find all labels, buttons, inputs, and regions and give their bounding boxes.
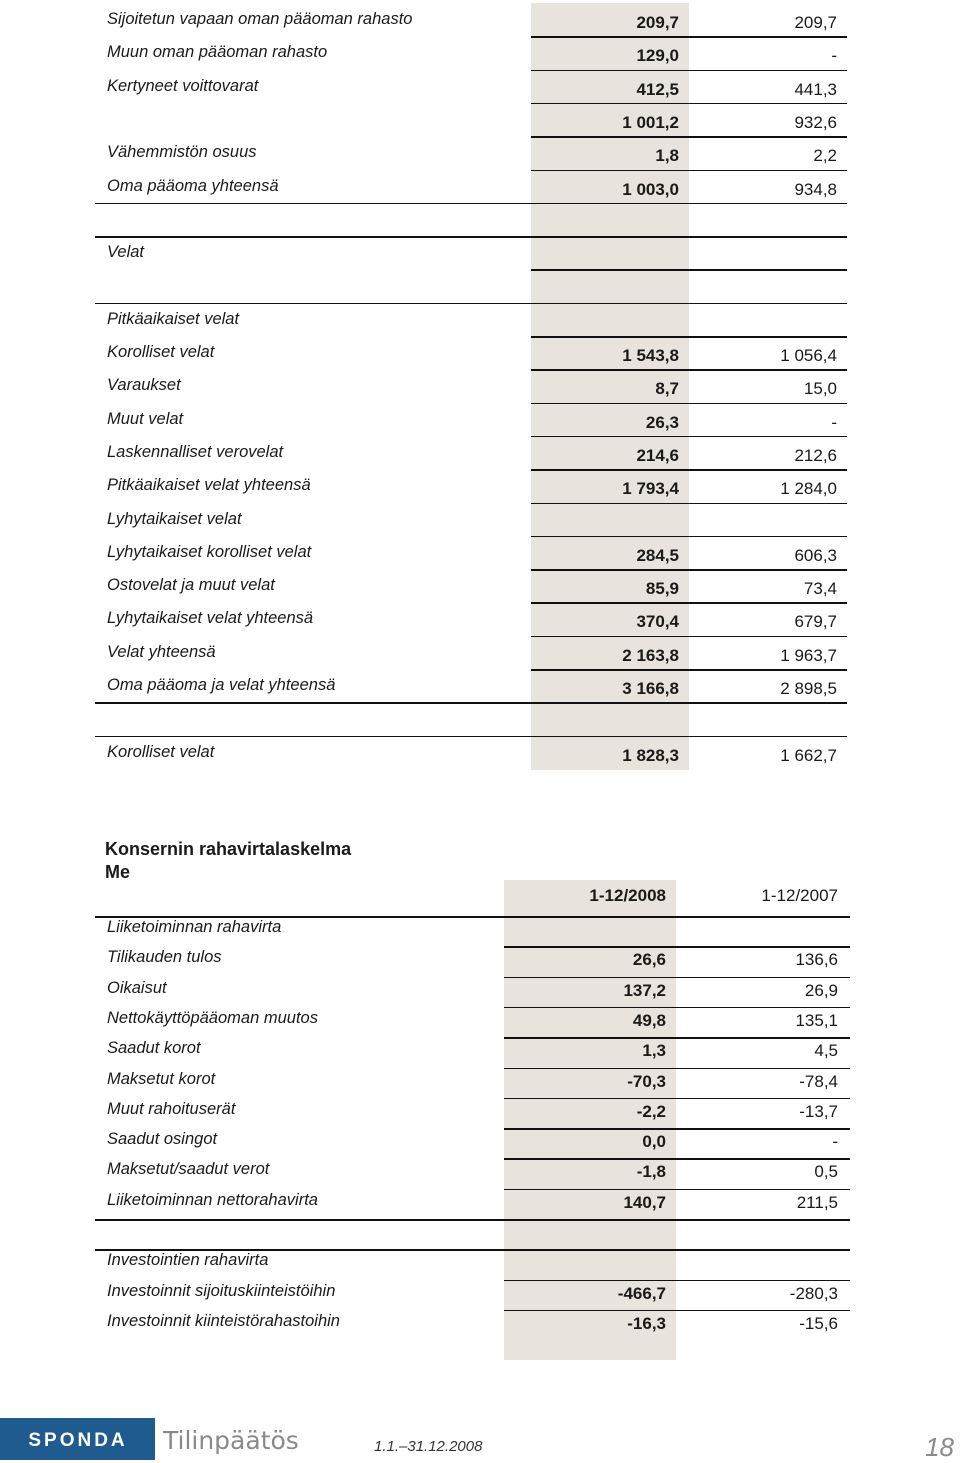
value-2007: 4,5 (814, 1041, 838, 1061)
value-2007: 1 662,7 (780, 745, 837, 765)
row-label: Muut rahoituserät (107, 1099, 236, 1118)
row-label: Vähemmistön osuus (107, 143, 257, 162)
row-divider (95, 1249, 850, 1251)
row-label: Korolliset velat (107, 742, 215, 761)
table-row (95, 403, 847, 436)
value-2007: - (831, 412, 837, 432)
value-2008: 209,7 (636, 13, 679, 32)
document-title: Tilinpäätös (163, 1426, 299, 1455)
table-row (95, 736, 847, 769)
value-2007: 0,5 (814, 1162, 838, 1182)
value-2008: 26,3 (645, 412, 679, 432)
value-2008: 1 543,8 (622, 346, 679, 365)
value-2008: 1,3 (642, 1041, 666, 1061)
value-2007: 26,9 (804, 980, 838, 1000)
table-row (95, 1219, 850, 1249)
row-label: Saadut korot (107, 1039, 201, 1058)
value-2008: 1 001,2 (622, 112, 679, 132)
row-label: Pitkäaikaiset velat (107, 309, 240, 328)
value-2008: 0,0 (642, 1132, 666, 1152)
row-label: Kertyneet voittovarat (107, 76, 259, 95)
value-2007: 441,3 (794, 79, 837, 99)
row-divider (531, 569, 847, 571)
row-divider (531, 436, 847, 438)
reporting-period: 1.1.–31.12.2008 (374, 1438, 483, 1455)
value-2007: 1 963,7 (780, 645, 837, 665)
row-label: Velat yhteensä (107, 642, 216, 661)
table-row (95, 1007, 850, 1037)
table-row (95, 702, 847, 735)
table-row (95, 103, 847, 136)
row-label: Liiketoiminnan nettorahavirta (107, 1190, 318, 1209)
value-2007: 2,2 (813, 146, 837, 166)
row-label: Maksetut/saadut verot (107, 1160, 270, 1179)
value-2008: 3 166,8 (622, 679, 679, 698)
table-row (95, 203, 847, 236)
row-label: Lyhytaikaiset korolliset velat (107, 542, 312, 561)
value-2007: - (831, 46, 837, 66)
value-2007: 136,6 (795, 950, 838, 970)
page-footer (0, 1418, 960, 1462)
value-2008: -2,2 (636, 1101, 666, 1121)
value-2007: 606,3 (794, 545, 837, 565)
value-2008: 284,5 (636, 545, 679, 565)
row-divider (504, 1037, 850, 1039)
row-divider (504, 1098, 850, 1100)
row-divider (531, 369, 847, 371)
table-row (95, 3, 847, 36)
row-label: Investoinnit sijoituskiinteistöihin (107, 1281, 336, 1300)
table-row (95, 1128, 850, 1158)
row-divider (504, 1280, 850, 1282)
logo-text: SPONDA (28, 1430, 128, 1451)
row-divider (531, 403, 847, 405)
table-row (95, 136, 847, 169)
value-2008: 214,6 (636, 445, 679, 465)
value-2007: 1 056,4 (780, 346, 837, 365)
row-divider (504, 1310, 850, 1312)
value-2007: -13,7 (799, 1101, 838, 1121)
row-divider (531, 269, 847, 271)
value-2008: 1,8 (655, 146, 679, 166)
table-row (95, 1068, 850, 1098)
value-2008: 412,5 (636, 79, 679, 99)
value-2007: 135,1 (795, 1010, 838, 1030)
value-2008: 2 163,8 (622, 645, 679, 665)
value-2008: 1 793,4 (622, 479, 679, 499)
section-divider (95, 203, 847, 205)
table-row (95, 336, 847, 369)
row-divider (531, 536, 847, 538)
table-row (95, 536, 847, 569)
column-header-2007: 1-12/2007 (761, 886, 838, 905)
table-row (95, 303, 847, 336)
table-row (95, 1310, 850, 1340)
row-divider (95, 916, 850, 918)
row-label: Lyhytaikaiset velat yhteensä (107, 609, 314, 628)
row-divider (95, 736, 847, 738)
table-row (95, 1098, 850, 1128)
row-divider (531, 70, 847, 72)
row-divider (531, 170, 847, 172)
value-2007: 934,8 (794, 179, 837, 199)
page-number: 18 (925, 1432, 954, 1462)
table-row (95, 469, 847, 502)
row-label: Oma pääoma ja velat yhteensä (107, 676, 336, 694)
value-2008: 49,8 (632, 1010, 666, 1030)
value-2007: 1 284,0 (780, 479, 837, 499)
row-label: Varaukset (107, 376, 181, 395)
value-2008: -1,8 (636, 1162, 666, 1182)
row-divider (504, 1128, 850, 1130)
row-divider (531, 103, 847, 105)
cashflow-table (95, 880, 850, 1360)
value-2007: 679,7 (794, 612, 837, 632)
row-divider (504, 977, 850, 979)
table-row (95, 369, 847, 402)
row-divider (95, 236, 847, 238)
value-2008: -70,3 (627, 1071, 666, 1091)
sponda-logo (0, 1418, 155, 1460)
table-row (95, 1280, 850, 1310)
value-2008: 1 828,3 (622, 745, 679, 765)
row-label: Muun oman pääoman rahasto (107, 43, 328, 62)
value-2007: 209,7 (794, 13, 837, 32)
table-row (95, 946, 850, 976)
value-2008: 129,0 (636, 46, 679, 66)
table-row (95, 636, 847, 669)
value-2007: -15,6 (799, 1313, 838, 1333)
row-divider (531, 136, 847, 138)
value-2007: 211,5 (796, 1192, 838, 1212)
table-row (95, 436, 847, 469)
row-label: Oikaisut (107, 978, 167, 997)
table-row (95, 602, 847, 635)
table-row (95, 669, 847, 702)
table-row (95, 36, 847, 69)
cashflow-unit: Me (105, 862, 131, 882)
row-divider (504, 1189, 850, 1191)
table-row (95, 569, 847, 602)
value-2008: 85,9 (645, 579, 679, 599)
table-row (95, 1158, 850, 1188)
table-row (95, 170, 847, 203)
value-2008: 137,2 (623, 980, 666, 1000)
row-label: Investointien rahavirta (107, 1251, 269, 1270)
table-row (95, 70, 847, 103)
row-label: Pitkäaikaiset velat yhteensä (107, 476, 311, 495)
row-label: Tilikauden tulos (107, 948, 222, 967)
value-2008: 1 003,0 (622, 179, 679, 199)
row-label: Saadut osingot (107, 1130, 218, 1149)
column-header-2008: 1-12/2008 (589, 886, 666, 905)
value-2007: 212,6 (794, 445, 837, 465)
value-2007: -280,3 (789, 1283, 838, 1303)
value-2007: - (832, 1132, 838, 1152)
row-label: Velat (107, 243, 144, 262)
row-divider (531, 636, 847, 638)
table-row (95, 1037, 850, 1067)
value-2008: -16,3 (627, 1313, 666, 1333)
row-label: Laskennalliset verovelat (107, 442, 284, 461)
row-divider (531, 36, 847, 38)
row-divider (504, 1158, 850, 1160)
row-label: Nettokäyttöpääoman muutos (107, 1008, 318, 1027)
table-row (95, 503, 847, 536)
value-2008: 140,7 (623, 1192, 666, 1212)
row-divider (504, 1007, 850, 1009)
row-divider (531, 602, 847, 604)
row-divider (531, 669, 847, 671)
row-label: Muut velat (107, 409, 184, 428)
row-divider (531, 503, 847, 505)
table-row (95, 236, 847, 269)
row-divider (531, 336, 847, 338)
table-row (95, 1249, 850, 1279)
table-row (95, 977, 850, 1007)
row-label: Korolliset velat (107, 343, 215, 361)
row-label: Lyhytaikaiset velat (107, 509, 242, 528)
value-2007: 15,0 (803, 379, 837, 399)
value-2007: -78,4 (799, 1071, 838, 1091)
row-divider (95, 303, 847, 305)
section-divider (95, 702, 847, 704)
value-2007: 932,6 (794, 112, 837, 132)
table-row (95, 269, 847, 302)
row-divider (504, 1068, 850, 1070)
value-2008: 8,7 (655, 379, 679, 399)
value-2008: -466,7 (617, 1283, 666, 1303)
section-divider (95, 1219, 850, 1221)
row-label: Oma pääoma yhteensä (107, 176, 279, 195)
balance-sheet-table (95, 0, 847, 775)
value-2008: 26,6 (632, 950, 666, 970)
row-divider (504, 946, 850, 948)
table-row (95, 1189, 850, 1219)
row-label: Maksetut korot (107, 1069, 216, 1088)
row-label: Ostovelat ja muut velat (107, 576, 275, 595)
row-label: Liiketoiminnan rahavirta (107, 918, 282, 936)
table-row (95, 916, 850, 946)
value-2007: 73,4 (803, 579, 837, 599)
value-2007: 2 898,5 (780, 679, 837, 698)
row-label: Investoinnit kiinteistörahastoihin (107, 1311, 340, 1330)
value-2008: 370,4 (636, 612, 679, 632)
row-divider (531, 469, 847, 471)
row-label: Sijoitetun vapaan oman pääoman rahasto (107, 10, 413, 28)
cashflow-title: Konsernin rahavirtalaskelma (105, 839, 352, 859)
